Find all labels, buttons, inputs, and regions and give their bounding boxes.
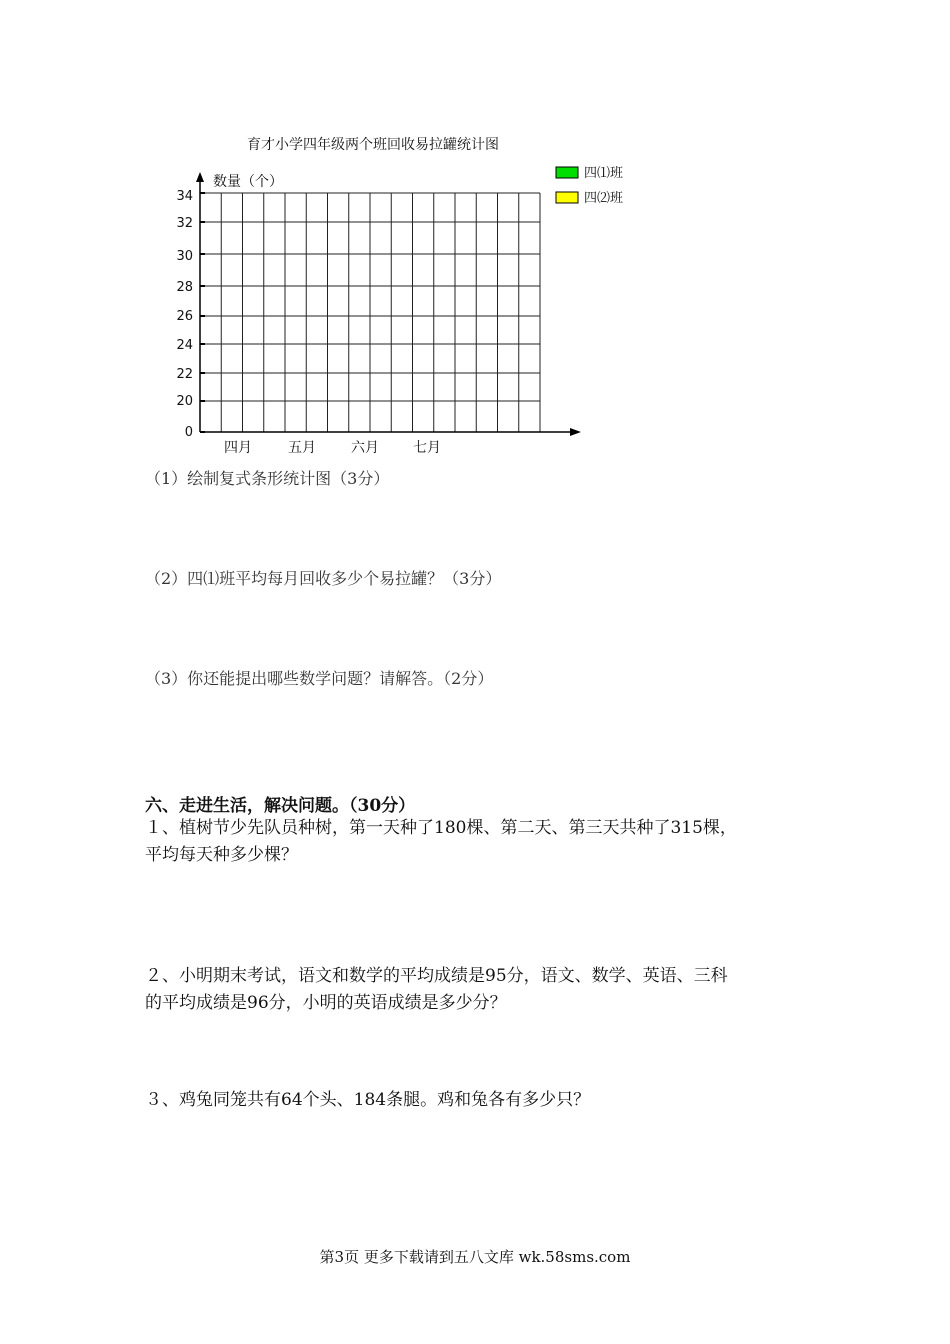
problem-2-line-1: ２、小明期末考试，语文和数学的平均成绩是95分，语文、数学、英语、三科 [145, 966, 728, 986]
x-tick-labels [224, 440, 441, 456]
y-tick-label: 28 [176, 280, 193, 295]
y-tick-label: 22 [176, 367, 193, 382]
problem-1-line-2: 平均每天种多少棵？ [145, 845, 298, 865]
question-2: （2）四⑴班平均每月回收多少个易拉罐？（3分） [145, 569, 502, 588]
x-tick-label: 四月 [224, 440, 252, 456]
page-footer: 第3页 更多下载请到五八文库 wk.58sms.com [319, 1248, 631, 1266]
chart-axes [196, 172, 581, 436]
section-6-heading: 六、走进生活，解决问题。（30分） [145, 796, 416, 816]
question-1: （1）绘制复式条形统计图（3分） [145, 469, 390, 488]
chart-grid [200, 193, 540, 432]
y-axis-arrow [196, 172, 204, 182]
x-tick-label: 五月 [288, 440, 316, 456]
bar-chart [0, 0, 950, 480]
x-tick-label: 七月 [413, 440, 441, 456]
legend-swatch [556, 167, 578, 178]
x-axis-arrow [570, 428, 581, 436]
y-tick-label: 24 [176, 338, 193, 353]
y-tick-label: 0 [184, 425, 193, 440]
y-tick-label: 30 [176, 249, 193, 264]
legend-label: 四⑴班 [584, 166, 624, 181]
y-tick-label: 20 [176, 394, 193, 409]
legend-label: 四⑵班 [584, 191, 624, 206]
y-axis-label: 数量（个） [213, 174, 283, 190]
x-tick-label: 六月 [351, 440, 379, 456]
chart-title: 育才小学四年级两个班回收易拉罐统计图 [247, 137, 499, 153]
legend-swatch [556, 192, 578, 203]
problem-1-line-1: １、植树节少先队员种树，第一天种了180棵、第二天、第三天共种了315棵， [145, 818, 737, 838]
question-3: （3）你还能提出哪些数学问题？请解答。（2分） [145, 669, 494, 688]
problem-3: ３、鸡兔同笼共有64个头、184条腿。鸡和兔各有多少只？ [145, 1090, 591, 1110]
problem-2-line-2: 的平均成绩是96分，小明的英语成绩是多少分？ [145, 993, 507, 1013]
y-tick-label: 32 [176, 216, 193, 231]
chart-legend [556, 166, 623, 206]
y-tick-label: 34 [176, 189, 193, 204]
y-tick-label: 26 [176, 309, 193, 324]
